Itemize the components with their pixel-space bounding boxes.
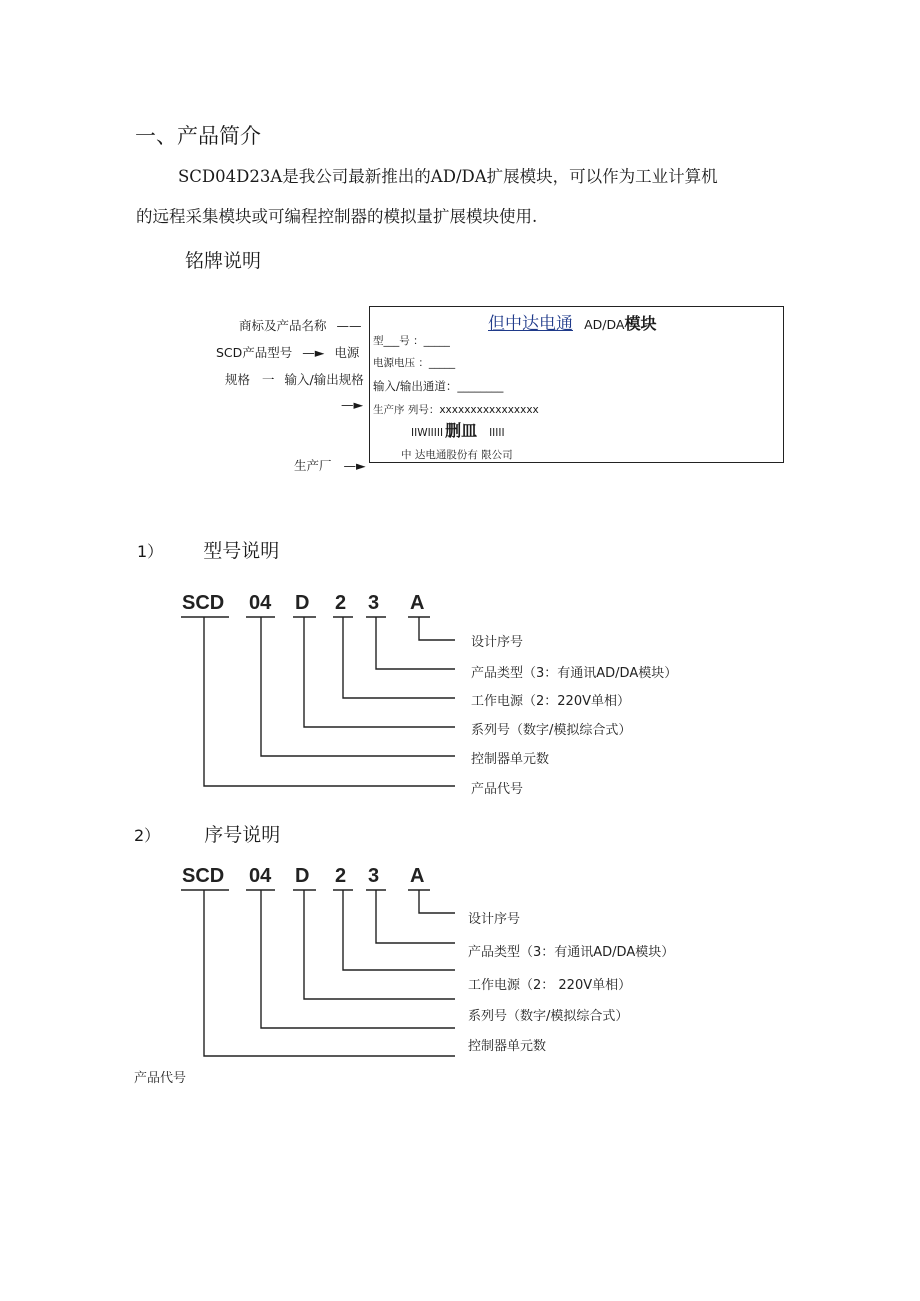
model-section-num: 1）: [137, 542, 164, 561]
serial-label-power: 工作电源（2： 220V单相）: [468, 978, 632, 993]
plate-brand-name: 但中达电通: [488, 314, 573, 334]
code-2: 2: [335, 592, 347, 614]
plate-serial-value: xxxxxxxxxxxxxxxx: [439, 404, 539, 416]
model-label-series: 系列号（数字/模拟综合式）: [471, 723, 632, 738]
leader2-power: [343, 890, 455, 970]
code2-d: D: [295, 865, 310, 887]
nameplate-heading: 铭牌说明: [185, 250, 262, 272]
plate-barcode-c: IIIII: [489, 427, 505, 439]
plate-company: 中 达电通股份有 限公司: [401, 449, 513, 461]
leader2-units: [261, 890, 455, 1028]
plate-barcode-a: IIWIIIII: [411, 427, 444, 439]
leader2-series: [304, 890, 455, 999]
serial-label-product-code: 产品代号: [134, 1071, 187, 1086]
plate-product-suffix-a: AD/DA: [584, 317, 625, 332]
leader-product-code: [204, 617, 455, 786]
label-brand-dash: ——: [336, 318, 362, 333]
code-3: 3: [368, 592, 380, 614]
model-label-units: 控制器单元数: [471, 752, 550, 767]
label-spec-dash: 一: [262, 372, 275, 387]
plate-model-line: 型___号 ：_____: [373, 335, 450, 347]
serial-section-num: 2）: [134, 826, 161, 845]
leader2-product-code: [204, 890, 455, 1056]
label-serial-arrow: —►: [341, 397, 364, 412]
leader2-design-seq: [419, 890, 455, 913]
code-04: 04: [249, 592, 272, 614]
label-maker-text: 生产厂: [294, 458, 332, 473]
label-power-word: 电源: [334, 345, 360, 360]
serial-section-title: 序号说明: [204, 824, 281, 846]
model-label-power: 工作电源（2：220V单相）: [471, 694, 630, 709]
serial-label-product-type: 产品类型（3：有通讯AD/DA模块）: [468, 945, 675, 960]
model-label-product-type: 产品类型（3：有通讯AD/DA模块）: [471, 666, 678, 681]
plate-io-line: 输入/输出通道：________: [373, 379, 504, 393]
label-model-arrow: —►: [302, 345, 325, 360]
serial-label-units: 控制器单元数: [468, 1039, 547, 1054]
label-model-text: SCD产品型号: [216, 345, 293, 360]
leader-series: [304, 617, 455, 727]
code-scd: SCD: [182, 592, 225, 614]
intro-line-1: SCD04D23A是我公司最新推出的AD/DA扩展模块，可以作为工业计算机: [178, 167, 718, 186]
serial-label-design-seq: 设计序号: [468, 912, 521, 927]
leader-design-seq: [419, 617, 455, 640]
label-brand-text: 商标及产品名称: [239, 318, 327, 333]
label-maker-arrow: —►: [343, 458, 366, 473]
code-d: D: [295, 592, 310, 614]
plate-barcode-b: 删皿: [445, 421, 478, 440]
code2-3: 3: [368, 865, 380, 887]
code2-a: A: [410, 865, 425, 887]
leader-product-type: [376, 617, 455, 669]
code-a: A: [410, 592, 425, 614]
serial-label-series: 系列号（数字/模拟综合式）: [468, 1009, 629, 1024]
code2-2: 2: [335, 865, 347, 887]
label-spec-a: 规格: [225, 372, 251, 387]
model-section-title: 型号说明: [203, 540, 280, 562]
plate-voltage-line: 电源电压 ：_____: [373, 357, 456, 369]
section-title: 一、产品简介: [135, 124, 261, 148]
label-spec-b: 输入/输出规格: [284, 372, 364, 387]
intro-line-2: 的远程采集模块或可编程控制器的模拟量扩展模块使用.: [136, 207, 538, 226]
plate-serial-prefix: 生产序 列号：: [373, 404, 440, 416]
leader-power: [343, 617, 455, 698]
leader-units: [261, 617, 455, 756]
model-label-design-seq: 设计序号: [471, 635, 524, 650]
leader2-product-type: [376, 890, 455, 943]
plate-product-suffix-b: 模块: [624, 314, 657, 333]
code2-scd: SCD: [182, 865, 225, 887]
model-label-product-code: 产品代号: [471, 782, 524, 797]
code2-04: 04: [249, 865, 272, 887]
